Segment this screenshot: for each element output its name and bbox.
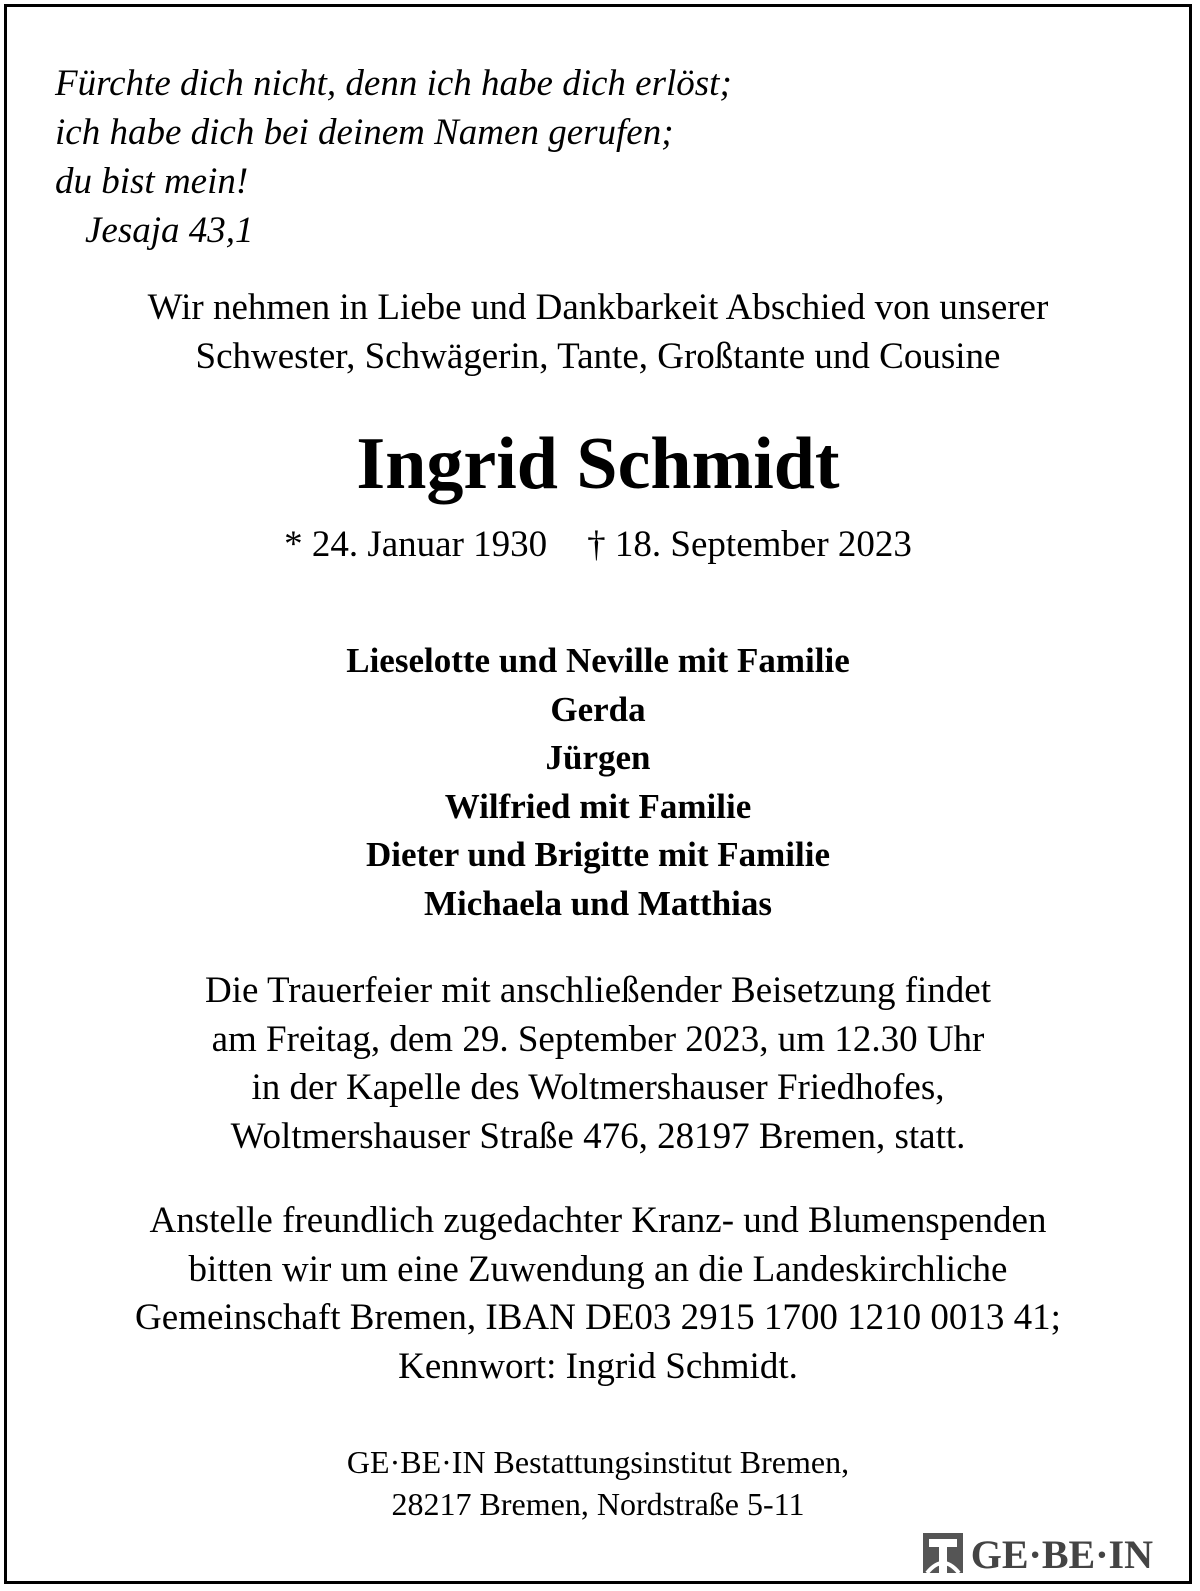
obituary-notice (4, 4, 1192, 1584)
service-line: am Freitag, dem 29. September 2023, um 12.30 Uhr (211, 1018, 985, 1060)
logo-text: GE·BE·IN (970, 1532, 1153, 1577)
service-line: in der Kapelle des Woltmershauser Friedhofes, (251, 1067, 945, 1109)
birth-date: * 24. Januar 1930 (284, 524, 548, 565)
intro-text (7, 283, 1189, 381)
death-date: † 18. September 2023 (587, 524, 912, 565)
life-dates (7, 522, 1189, 568)
mourner-line: Gerda (550, 689, 646, 729)
deceased-name: Ingrid Schmidt (356, 423, 840, 505)
mourner-line: Lieselotte und Neville mit Familie (346, 641, 850, 680)
funeral-service-info (7, 967, 1189, 1161)
donation-line: Kennwort: Ingrid Schmidt. (398, 1345, 798, 1387)
donation-line: Anstelle freundlich zugedachter Kranz- und Blumenspenden (149, 1200, 1047, 1241)
service-line: Die Trauerfeier mit anschließender Beisetzung findet (205, 970, 991, 1011)
verse-line: du bist mein! (55, 161, 249, 202)
verse-line: Fürchte dich nicht, denn ich habe dich erlöst; (55, 63, 732, 104)
undertaker-info (7, 1441, 1189, 1525)
undertaker-line: GE·BE·IN Bestattungsinstitut Bremen, (346, 1444, 850, 1480)
verse-line: ich habe dich bei deinem Namen gerufen; (55, 112, 674, 153)
mourner-line: Wilfried mit Familie (444, 786, 752, 826)
donation-line: bitten wir um eine Zuwendung an die Landeskirchliche (188, 1248, 1008, 1290)
mourner-line: Dieter und Brigitte mit Familie (366, 835, 830, 875)
donation-line: Gemeinschaft Bremen, IBAN DE03 2915 1700 1210 0013 41; (135, 1297, 1061, 1339)
mourner-line: Jürgen (545, 738, 651, 778)
undertaker-line: 28217 Bremen, Nordstraße 5-11 (391, 1486, 805, 1522)
verse-reference: Jesaja 43,1 (85, 210, 254, 251)
intro-line: Wir nehmen in Liebe und Dankbarkeit Abschied von unserer (147, 287, 1049, 328)
mourners-list (7, 637, 1189, 929)
gebein-logo-icon (921, 1531, 965, 1575)
service-line: Woltmershauser Straße 476, 28197 Bremen, statt. (230, 1115, 966, 1157)
gebein-logo (921, 1531, 1153, 1575)
donation-request (7, 1197, 1189, 1391)
intro-line: Schwester, Schwägerin, Tante, Großtante und Cousine (195, 336, 1001, 377)
bible-verse (55, 59, 732, 255)
mourner-line: Michaela und Matthias (423, 883, 773, 923)
